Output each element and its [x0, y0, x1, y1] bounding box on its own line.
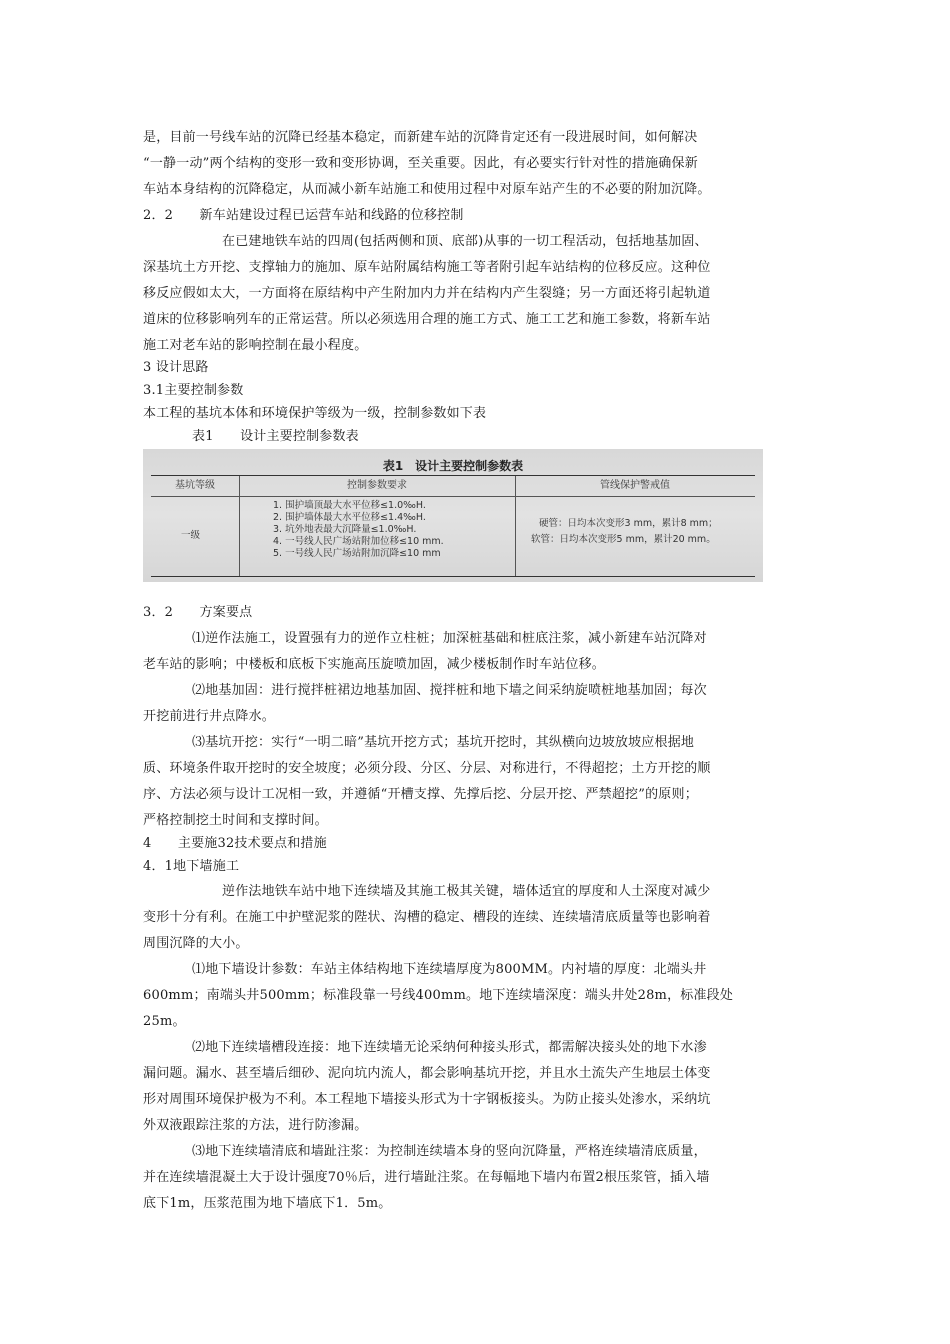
paragraph-line: 质、环境条件取开挖时的安全坡度；必须分段、分区、分层、对称进行，不得超挖；土方开挖的顺: [143, 761, 711, 776]
paragraph-line: 25m。: [143, 1014, 186, 1029]
table-header-warnings: 管线保护警戒值: [515, 476, 755, 497]
paragraph-line: 并在连续墙混凝土大于设计强度70％后，进行墙趾注浆。在每幅地下墙内布置2根压浆管，插入墙: [143, 1170, 710, 1185]
paragraph-line: 移反应假如太大，一方面将在原结构中产生附加内力并在结构内产生裂缝；另一方面还将引起轨道: [143, 286, 711, 301]
paragraph-line: 形对周围环境保护极为不利。本工程地下墙接头形式为十字钢板接头。为防止接头处渗水，采纳坑: [143, 1092, 711, 1107]
paragraph-line: ⑵地基加固：进行搅拌桩裙边地基加固、搅拌桩和地下墙之间采纳旋喷桩地基加固；每次: [192, 683, 707, 698]
paragraph-line: 老车站的影响；中楼板和底板下实施高压旋喷加固，减少楼板制作时车站位移。: [143, 657, 606, 672]
table-divider: [515, 476, 516, 576]
table-cell-requirement: 4. 一号线人民广场站附加位移≤10 mm.: [273, 536, 444, 547]
paragraph-line: 在已建地铁车站的四周(包括两侧和顶、底部)从事的一切工程活动，包括地基加固、: [222, 234, 708, 249]
table-cell-requirement: 2. 围护墙体最大水平位移≤1.4‰H.: [273, 512, 426, 523]
table-cell-warning: 硬管：日均本次变形3 mm，累计8 mm；: [539, 518, 718, 529]
table-cell-grade: 一级: [181, 530, 201, 541]
parameter-table: [151, 475, 755, 577]
section-heading: 3 设计思路: [143, 360, 209, 375]
paragraph-line: ⑶地下连续墙清底和墙趾注浆：为控制连续墙本身的竖向沉降量，严格连续墙清底质量，: [192, 1144, 707, 1159]
table-cell-warning: 软管：日均本次变形5 mm，累计20 mm。: [531, 534, 716, 545]
paragraph-line: 漏问题。漏水、甚至墙后细砂、泥向坑内流人，都会影响基坑开挖，并且水土流失产生地层土体变: [143, 1066, 711, 1081]
table-caption: 表1 设计主要控制参数表: [192, 429, 359, 444]
paragraph-line: 变形十分有利。在施工中护壁泥浆的陛状、沟槽的稳定、槽段的连续、连续墙清底质量等也影响着: [143, 910, 711, 925]
paragraph-line: ⑴地下墙设计参数：车站主体结构地下连续墙厚度为800MM。内衬墙的厚度：北端头井: [192, 962, 707, 977]
table-title: 表1 设计主要控制参数表: [382, 459, 524, 473]
paragraph-line: 施工对老车站的影响控制在最小程度。: [143, 338, 368, 353]
section-heading: 3.1主要控制参数: [143, 383, 244, 398]
paragraph-line: 深基坑土方开挖、支撑轴力的施加、原车站附属结构施工等者附引起车站结构的位移反应。这种位: [143, 260, 711, 275]
paragraph-line: ⑴逆作法施工，设置强有力的逆作立柱桩；加深桩基础和桩底注浆，减小新建车站沉降对: [192, 631, 707, 646]
paragraph-line: 600mm；南端头井500mm；标准段靠一号线400mm。地下连续墙深度：端头井处28m，标准段处: [143, 988, 734, 1003]
paragraph-line: ⑶基坑开挖：实行“一明二暗”基坑开挖方式；基坑开挖时，其纵横向边坡放坡应根据地: [192, 735, 695, 750]
paragraph-line: 周围沉降的大小。: [143, 936, 249, 951]
paragraph-line: 严格控制挖土时间和支撑时间。: [143, 813, 328, 828]
section-heading: 3．2 方案要点: [143, 605, 253, 620]
paragraph-line: 车站本身结构的沉降稳定，从而减小新车站施工和使用过程中对原车站产生的不必要的附加沉降。: [143, 182, 711, 197]
table-header-requirements: 控制参数要求: [239, 476, 515, 497]
paragraph-line: 逆作法地铁车站中地下连续墙及其施工极其关键，墙体适宜的厚度和人土深度对减少: [222, 884, 711, 899]
paragraph-line: 是，目前一号线车站的沉降已经基本稳定，而新建车站的沉降肯定还有一段进展时间，如何解决: [143, 130, 698, 145]
paragraph-line: 本工程的基坑本体和环境保护等级为一级，控制参数如下表: [143, 406, 487, 421]
paragraph-line: ⑵地下连续墙槽段连接：地下连续墙无论采纳何种接头形式，都需解决接头处的地下水渗: [192, 1040, 707, 1055]
section-heading: 2．2 新车站建设过程已运营车站和线路的位移控制: [143, 208, 464, 223]
section-heading: 4．1地下墙施工: [143, 859, 240, 874]
scanned-table-image: [143, 449, 763, 582]
paragraph-line: 道床的位移影响列车的正常运营。所以必须选用合理的施工方式、施工工艺和施工参数，将新车站: [143, 312, 711, 327]
section-heading: 4 主要施32技术要点和措施: [143, 836, 327, 851]
table-divider: [239, 476, 240, 576]
paragraph-line: 序、方法必须与设计工况相一致，并遵循“开槽支撑、先撑后挖、分层开挖、严禁超挖”的原则；: [143, 787, 698, 802]
table-cell-requirement: 1. 围护墙顶最大水平位移≤1.0‰H.: [273, 500, 426, 511]
table-header-grade: 基坑等级: [151, 476, 239, 497]
table-cell-requirement: 5. 一号线人民广场站附加沉降≤10 mm: [273, 548, 441, 559]
paragraph-line: 底下1m，压浆范围为地下墙底下1．5m。: [143, 1196, 392, 1211]
paragraph-line: “一静一动”两个结构的变形一致和变形协调，至关重要。因此，有必要实行针对性的措施确保新: [143, 156, 698, 171]
paragraph-line: 开挖前进行井点降水。: [143, 709, 276, 724]
table-cell-requirement: 3. 坑外地表最大沉降量≤1.0‰H.: [273, 524, 417, 535]
paragraph-line: 外双液跟踪注浆的方法，进行防渗漏。: [143, 1118, 368, 1133]
